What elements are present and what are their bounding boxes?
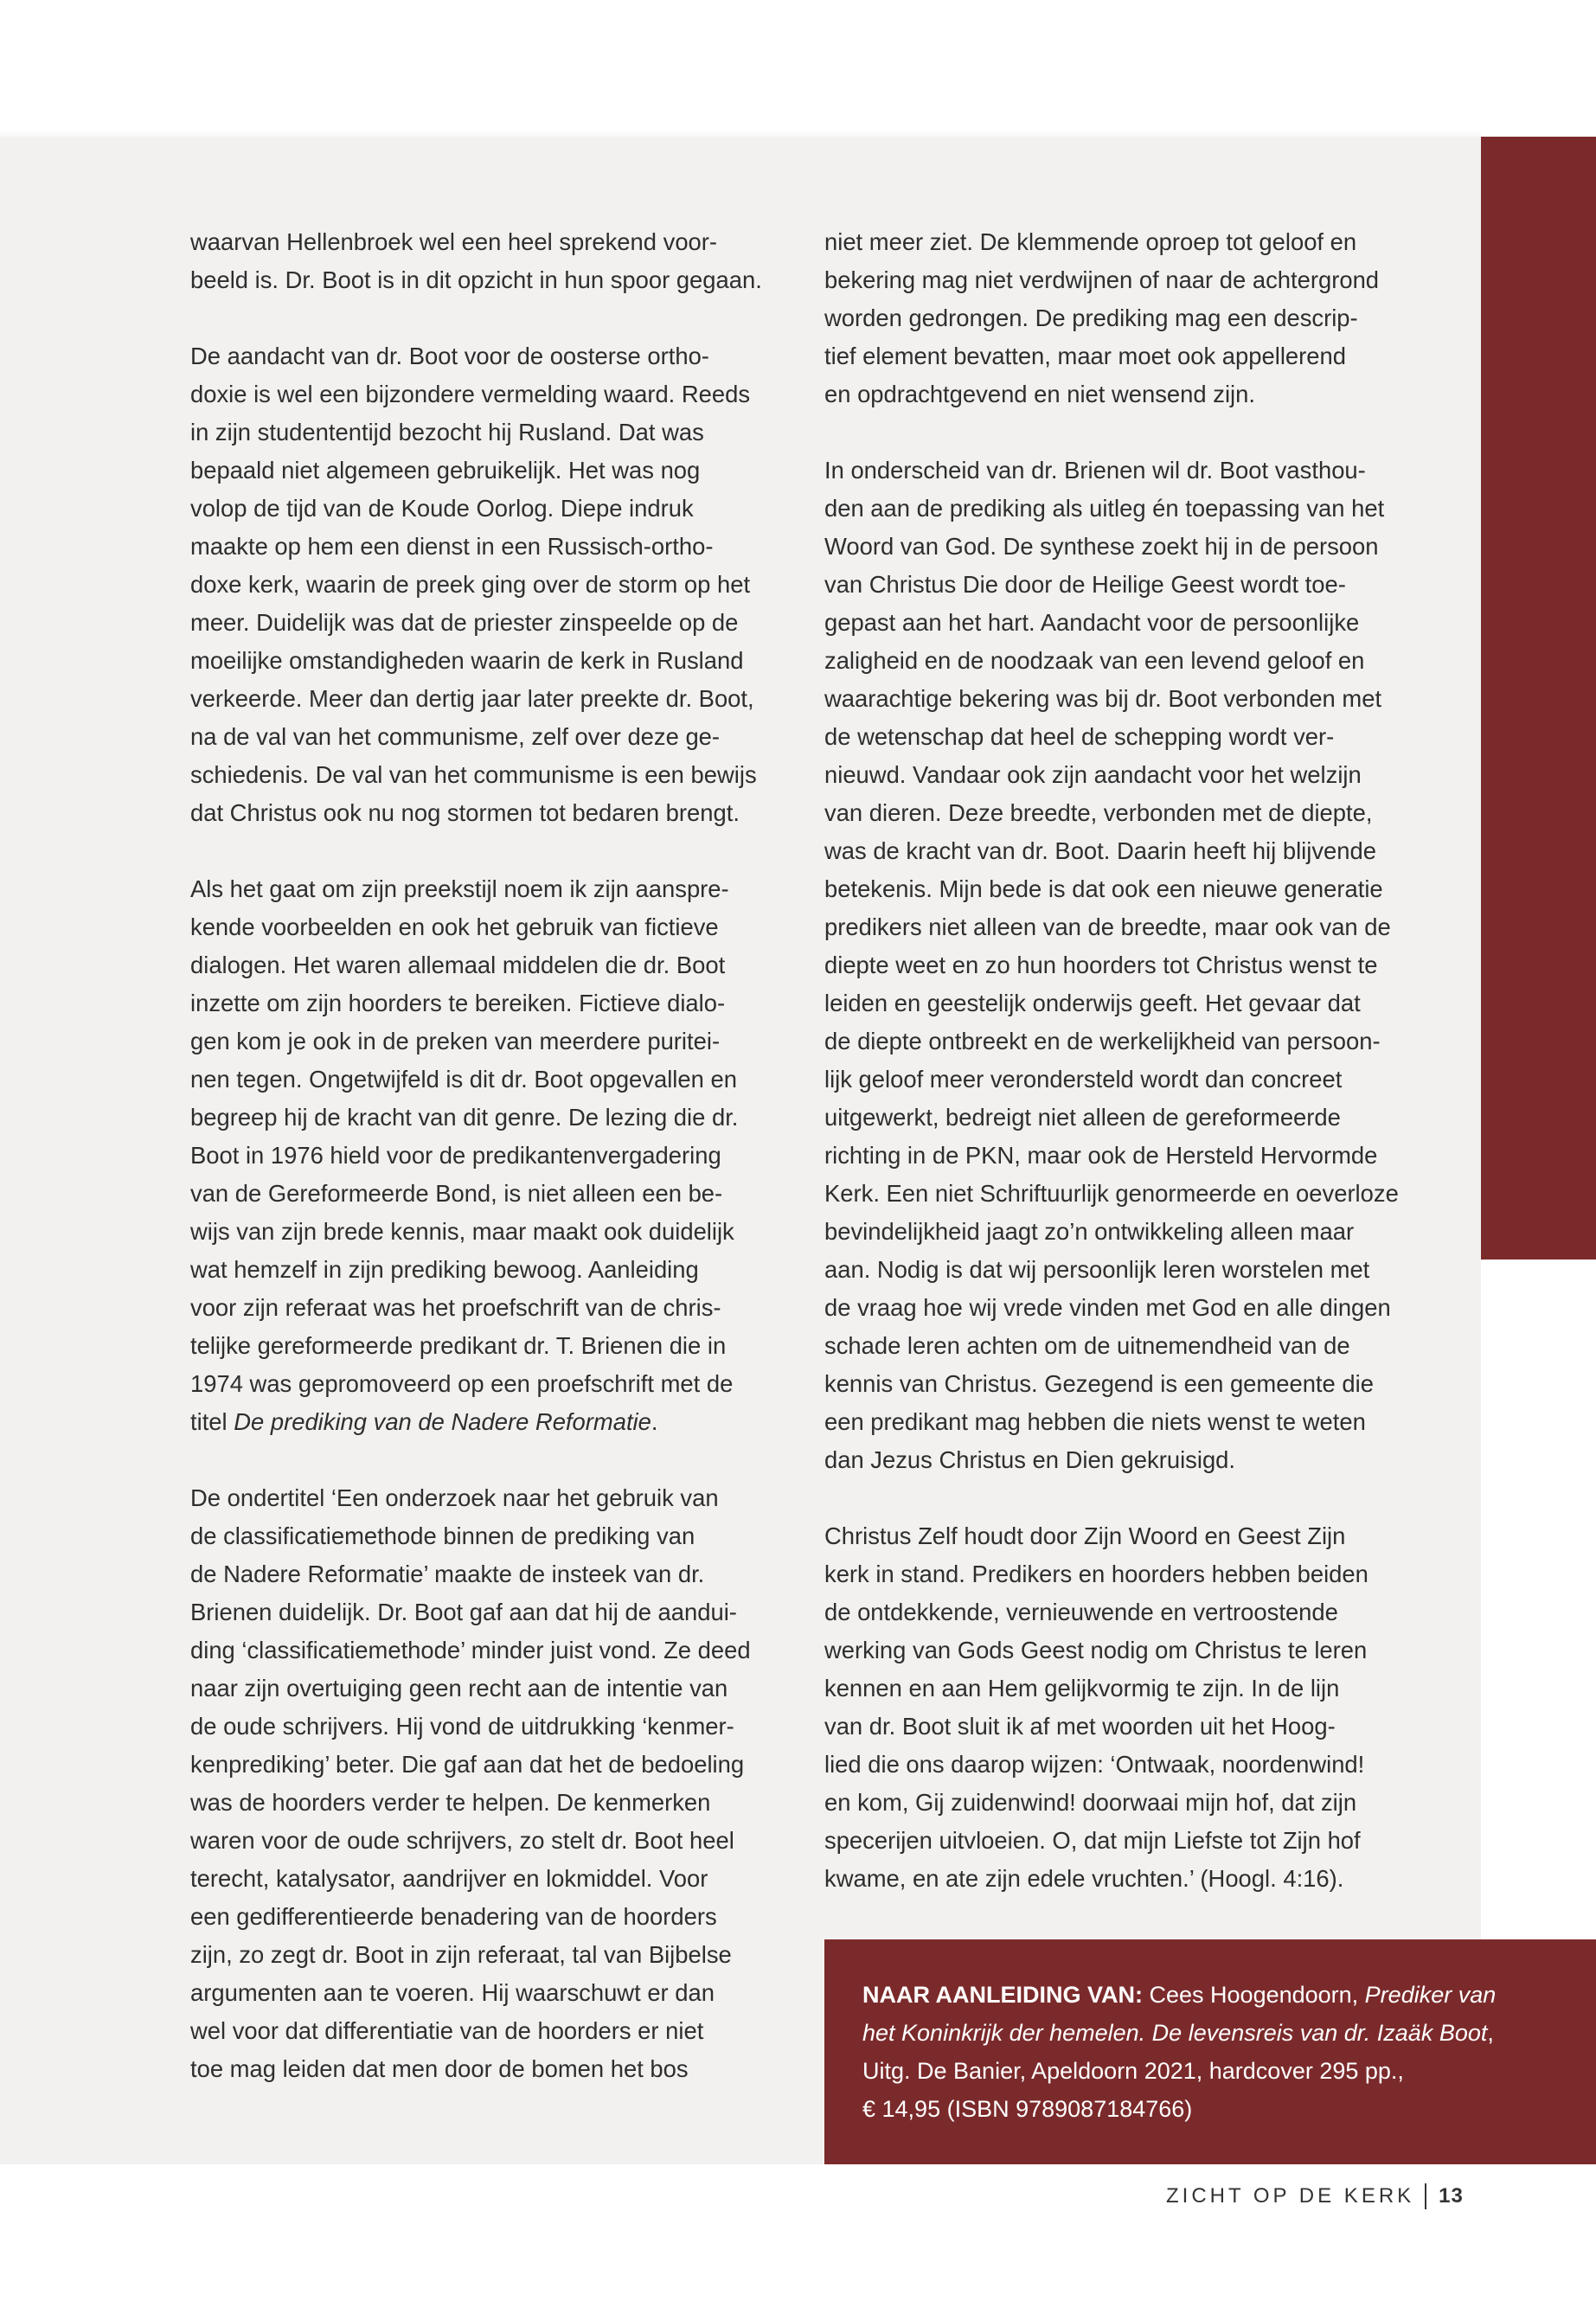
paragraph: De aandacht van dr. Boot voor de oosterse ortho- doxie is wel een bijzondere vermelding waard. Reeds in zijn studententijd bezocht hij Rusland. Dat was bepaald niet algemeen gebruikelijk. Het was nog volop de tijd van de Koude Oorlog. Diepe indruk maakte op hem een dienst in een Russisch-ortho- doxe kerk, waarin de preek ging over de storm op het meer. Duidelijk was dat de priester zinspeelde op de moeilijke omstandigheden waarin de kerk in Rusland verkeerde. Meer dan dertig jaar later preekte dr. Boot, na de val van het communisme, zelf over deze ge- schiedenis. De val van het communisme is een bewijs dat Christus ook nu nog stormen tot bedaren brengt. — [190, 343, 757, 826]
title-line: titel De prediking van de Nadere Reformatie. — [190, 1408, 658, 1435]
footer-divider — [1425, 2183, 1426, 2209]
paragraph: In onderscheid van dr. Brienen wil dr. Boot vasthou- den aan de prediking als uitleg én toepassing van het Woord van God. De synthese zoekt hij in de persoon van Christus Die door de Heilige Geest wordt toe- gepast aan het hart. Aandacht voor de persoonlijke zaligheid en de noodzaak van een levend geloof en waarachtige bekering was bij dr. Boot verbonden met de wetenschap dat heel de schepping wordt ver- nieuwd. Vandaar ook zijn aandacht voor het welzijn van dieren. Deze breedte, verbonden met de diepte, was de kracht van dr. Boot. Daarin heeft hij blijvende betekenis. Mijn bede is dat ook een nieuwe generatie predikers niet alleen van de breedte, maar ook van de diepte weet en zo hun hoorders tot Christus wenst te leiden en geestelijk onderwijs geeft. Het gevaar dat de diepte ontbreekt en de werkelijkheid van persoon- lijk geloof meer verondersteld wordt dan concreet uitgewerkt, bedreigt niet alleen de gereformeerde richting in de PKN, maar ook de Hersteld Hervormde Kerk. Een niet Schriftuurlijk genormeerde en oeverloze bevindelijkheid jaagt zo’n ontwikkeling alleen maar aan. Nodig is dat wij persoonlijk leren worstelen met de vraag hoe wij vrede vinden met God en alle dingen schade leren achten om de uitnemendheid van de kennis van Christus. Gezegend is een gemeente die een predikant mag hebben die niets wenst te weten dan Jezus Christus en Dien gekruisigd. — [824, 457, 1399, 1473]
source-title-2: het Koninkrijk der hemelen. De levensreis van dr. Izaäk Boot — [862, 2020, 1488, 2046]
paragraph: niet meer ziet. De klemmende oproep tot geloof en bekering mag niet verdwijnen of naar de achtergrond worden gedrongen. De prediking mag een descrip- tief element bevatten, maar moet ook appellerend en opdrachtgevend en niet wensend zijn. — [824, 228, 1380, 407]
book-title: De prediking van de Nadere Reformatie — [234, 1408, 651, 1435]
page-number: 13 — [1439, 2184, 1464, 2208]
decorative-red-bar — [1481, 137, 1596, 1259]
paragraph: Als het gaat om zijn preekstijl noem ik zijn aanspre- kende voorbeelden en ook het gebruik van fictieve dialogen. Het waren allemaal middelen die dr. Boot inzette om zijn hoorders te bereiken. Fictieve dialo- gen kom je ook in de preken van meerdere puritei- nen tegen. Ongetwijfeld is dit dr. Boot opgevallen en begreep hij de kracht van dit genre. De lezing die dr. Boot in 1976 hield voor de predikantenvergadering van de Gereformeerde Bond, is niet alleen een be- wijs van zijn brede kennis, maar maakt ook duidelijk wat hemzelf in zijn prediking bewoog. Aanleiding voor zijn referaat was het proefschrift van de chris- telijke gereformeerde predikant dr. T. Brienen die in 1974 was gepromoveerd op een proefschrift met de titel De prediking van de Nadere Reformatie. — [190, 870, 762, 1441]
source-reference-box: NAAR AANLEIDING VAN: Cees Hoogendoorn, Prediker van het Koninkrijk der hemelen. De levensreis van dr. Izaäk Boot, Uitg. De Banier, Apeldoorn 2021, hardcover 295 pp., € 14,95 (ISBN 9789087184766) — [824, 1939, 1596, 2164]
left-text-column — [190, 223, 762, 2126]
source-title-1: Prediker van — [1364, 1982, 1497, 2008]
paragraph: waarvan Hellenbroek wel een heel sprekend voor- beeld is. Dr. Boot is in dit opzicht in hun spoor gegaan. — [190, 228, 762, 293]
source-author: Cees Hoogendoorn, — [1143, 1982, 1365, 2008]
right-text-column — [824, 223, 1399, 1936]
source-lead: NAAR AANLEIDING VAN: — [862, 1982, 1143, 2008]
source-price-isbn: € 14,95 (ISBN 9789087184766) — [862, 2096, 1193, 2122]
source-publisher: Uitg. De Banier, Apeldoorn 2021, hardcover 295 pp., — [862, 2058, 1404, 2084]
paragraph: Christus Zelf houdt door Zijn Woord en Geest Zijn kerk in stand. Predikers en hoorders hebben beiden de ontdekkende, vernieuwende en vertroostende werking van Gods Geest nodig om Christus te leren kennen en aan Hem gelijkvormig te zijn. In de lijn van dr. Boot sluit ik af met woorden uit het Hoog- lied die ons daarop wijzen: ‘Ontwaak, noordenwind! en kom, Gij zuidenwind! doorwaai mijn hof, dat zijn specerijen uitvloeien. O, dat mijn Liefste tot Zijn hof kwame, en ate zijn edele vruchten.’ (Hoogl. 4:16). — [824, 1522, 1368, 1892]
page-footer — [1166, 2183, 1464, 2209]
paragraph: De ondertitel ‘Een onderzoek naar het gebruik van de classificatiemethode binnen de prediking van de Nadere Reformatie’ maakte de insteek van dr. Brienen duidelijk. Dr. Boot gaf aan dat hij de aandui- ding ‘classificatiemethode’ minder juist vond. Ze deed naar zijn overtuiging geen recht aan de intentie van de oude schrijvers. Hij vond de uitdrukking ‘kenmer- kenprediking’ beter. Die gaf aan dat het de bedoeling was de hoorders verder te helpen. De kenmerken waren voor de oude schrijvers, zo stelt dr. Boot heel terecht, katalysator, aandrijver en lokmiddel. Voor een gedifferentieerde benadering van de hoorders zijn, zo zegt dr. Boot in zijn referaat, tal van Bijbelse argumenten aan te voeren. Hij waarschuwt er dan wel voor dat differentiatie van de hoorders er niet toe mag leiden dat men door de bomen het bos — [190, 1484, 751, 2082]
magazine-name: ZICHT OP DE KERK — [1166, 2184, 1415, 2208]
